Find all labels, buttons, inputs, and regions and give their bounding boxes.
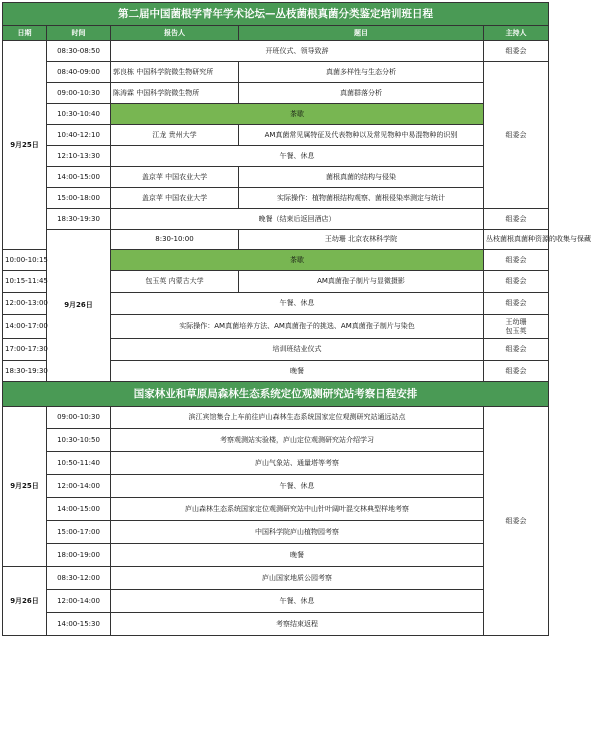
- time-cell: 12:00-14:00: [47, 475, 111, 498]
- host-name-2: 包玉英: [505, 326, 527, 335]
- table-row: [3, 146, 549, 167]
- topic-cell: 实际操作：植物菌根结构观察、菌根侵染率测定与统计: [239, 188, 484, 209]
- table-row: [3, 188, 549, 209]
- table-row: [3, 613, 549, 636]
- topic-cell: 晚餐: [111, 544, 484, 567]
- time-cell: 12:00-13:00: [3, 293, 47, 315]
- header-date: 日期: [3, 26, 47, 41]
- time-cell: 14:00-15:30: [47, 613, 111, 636]
- table-row: [3, 209, 549, 230]
- day-cell: 9月25日: [3, 41, 47, 250]
- table-row: [3, 498, 549, 521]
- topic-cell: AM真菌孢子制片与显微摄影: [239, 271, 484, 293]
- host-name-1: 王幼珊: [505, 317, 527, 326]
- host-cell: 组委会: [484, 407, 549, 636]
- time-cell: 18:00-19:00: [47, 544, 111, 567]
- section2-title: 国家林业和草原局森林生态系统定位观测研究站考察日程安排: [3, 382, 549, 407]
- table-row: [3, 83, 549, 104]
- time-cell: 8:30-10:00: [111, 230, 239, 250]
- topic-cell: 实际操作：AM真菌培养方法、AM真菌孢子的挑选、AM真菌孢子制片与染色: [111, 315, 484, 339]
- table-row: [3, 521, 549, 544]
- speaker-cell: 王幼珊 北京农林科学院: [239, 230, 484, 250]
- tea-break-cell: 茶歇: [111, 250, 484, 271]
- table-row: [3, 544, 549, 567]
- topic-cell: 中国科学院庐山植物园考察: [111, 521, 484, 544]
- day-cell: 9月26日: [47, 230, 111, 382]
- topic-cell: 滨江宾馆集合上车前往庐山森林生态系统国家定位观测研究站通远站点: [111, 407, 484, 429]
- speaker-cell: 江龙 贵州大学: [111, 125, 239, 146]
- section1-title-row: [3, 3, 549, 26]
- time-cell: 17:00-17:30: [3, 339, 47, 361]
- header-speaker: 报告人: [111, 26, 239, 41]
- time-cell: 08:30-12:00: [47, 567, 111, 590]
- topic-cell: 考察观测站实验楼，庐山定位观测研究站介绍学习: [111, 429, 484, 452]
- table-row: [3, 41, 549, 62]
- table-row: [3, 62, 549, 83]
- host-cell: 组委会: [484, 209, 549, 230]
- time-cell: 12:10-13:30: [47, 146, 111, 167]
- time-cell: 10:30-10:40: [47, 104, 111, 125]
- topic-cell: 午餐、休息: [111, 475, 484, 498]
- tea-break-cell: 茶歇: [111, 104, 484, 125]
- time-cell: 14:00-15:00: [47, 167, 111, 188]
- topic-cell: 庐山气象站、通量塔等考察: [111, 452, 484, 475]
- table-row: [3, 407, 549, 429]
- section1-title: 第二届中国菌根学青年学术论坛—丛枝菌根真菌分类鉴定培训班日程: [3, 3, 549, 26]
- time-cell: 09:00-10:30: [47, 83, 111, 104]
- time-cell: 10:40-12:10: [47, 125, 111, 146]
- table-row: [3, 475, 549, 498]
- header-host: 主持人: [484, 26, 549, 41]
- topic-cell: 丛枝菌根真菌种资源的收集与保藏: [484, 230, 549, 250]
- time-cell: 12:00-14:00: [47, 590, 111, 613]
- table-row: [3, 125, 549, 146]
- topic-cell: 菌根真菌的结构与侵染: [239, 167, 484, 188]
- speaker-cell: 包玉英 内蒙古大学: [111, 271, 239, 293]
- table-row: [3, 429, 549, 452]
- time-cell: 14:00-15:00: [47, 498, 111, 521]
- table-row: [3, 104, 549, 125]
- topic-cell: 午餐、休息: [111, 293, 484, 315]
- topic-cell: 晚餐（结束后返回酒店）: [111, 209, 484, 230]
- time-cell: 18:30-19:30: [3, 361, 47, 382]
- time-cell: 08:30-08:50: [47, 41, 111, 62]
- speaker-cell: 郭良栋 中国科学院微生物研究所: [111, 62, 239, 83]
- time-cell: 09:00-10:30: [47, 407, 111, 429]
- host-cell: 组委会: [484, 62, 549, 209]
- host-cell: 组委会: [484, 293, 549, 315]
- speaker-cell: 盖京苹 中国农业大学: [111, 188, 239, 209]
- host-cell: 组委会: [484, 339, 549, 361]
- topic-cell: 真菌群落分析: [239, 83, 484, 104]
- topic-cell: 开班仪式、领导致辞: [111, 41, 484, 62]
- topic-cell: 考察结束返程: [111, 613, 484, 636]
- topic-cell: 培训班结业仪式: [111, 339, 484, 361]
- topic-cell: 庐山国家地质公园考察: [111, 567, 484, 590]
- time-cell: 18:30-19:30: [47, 209, 111, 230]
- time-cell: 10:15-11:45: [3, 271, 47, 293]
- speaker-cell: 盖京苹 中国农业大学: [111, 167, 239, 188]
- header-topic: 题目: [239, 26, 484, 41]
- host-cell: 组委会: [484, 271, 549, 293]
- speaker-cell: 陈涛霖 中国科学院微生物所: [111, 83, 239, 104]
- time-cell: 15:00-17:00: [47, 521, 111, 544]
- topic-cell: 庐山森林生态系统国家定位观测研究站中山针叶阔叶混交林典型样地考察: [111, 498, 484, 521]
- section2-title-row: [3, 382, 549, 407]
- topic-cell: 真菌多样性与生态分析: [239, 62, 484, 83]
- time-cell: 14:00-17:00: [3, 315, 47, 339]
- header-row: [3, 26, 549, 41]
- topic-cell: 午餐、休息: [111, 590, 484, 613]
- day-cell: 9月25日: [3, 407, 47, 567]
- table-row: [3, 167, 549, 188]
- schedule-table: [2, 2, 591, 636]
- table-row: [3, 230, 549, 250]
- host-cell: 组委会: [484, 250, 549, 271]
- header-time: 时间: [47, 26, 111, 41]
- time-cell: 10:50-11:40: [47, 452, 111, 475]
- host-cell: 组委会: [484, 41, 549, 62]
- day-cell: 9月26日: [3, 567, 47, 636]
- host-cell: 组委会: [484, 361, 549, 382]
- time-cell: 15:00-18:00: [47, 188, 111, 209]
- table-row: [3, 590, 549, 613]
- table-row: [3, 567, 549, 590]
- time-cell: 10:30-10:50: [47, 429, 111, 452]
- time-cell: 08:40-09:00: [47, 62, 111, 83]
- topic-cell: AM真菌常见属特征及代表物种以及常见物种中易混物种的识别: [239, 125, 484, 146]
- host-cell: [484, 315, 549, 339]
- time-cell: 10:00-10:15: [3, 250, 47, 271]
- topic-cell: 晚餐: [111, 361, 484, 382]
- topic-cell: 午餐、休息: [111, 146, 484, 167]
- table-row: [3, 452, 549, 475]
